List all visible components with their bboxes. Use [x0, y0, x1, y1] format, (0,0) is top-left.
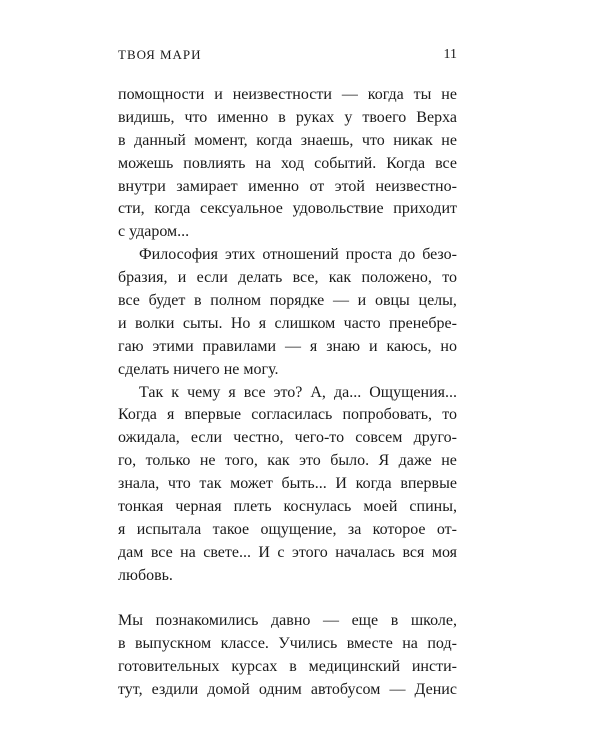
word: все: [150, 543, 173, 561]
word: сексуальное: [200, 200, 283, 218]
word: тут,: [118, 681, 143, 699]
word: этого: [291, 543, 328, 561]
text-line: [118, 633, 457, 656]
word: давно: [271, 612, 311, 630]
word: если: [196, 269, 228, 287]
word: к: [171, 383, 180, 401]
text-line: с ударом...: [118, 223, 190, 241]
text-line: [118, 313, 457, 336]
word: волки: [134, 314, 175, 332]
word: и: [357, 292, 367, 310]
paragraph: [118, 244, 457, 381]
word: этой: [334, 177, 365, 195]
word: от-: [436, 520, 457, 538]
word: домой: [207, 681, 250, 699]
word: когда: [154, 200, 191, 218]
word: событий.: [314, 154, 377, 172]
text-line: [118, 450, 457, 473]
word: готовительных: [118, 658, 220, 676]
word: инсти-: [411, 658, 457, 676]
word: когда: [256, 131, 293, 149]
word: свете...: [203, 543, 251, 561]
word: в: [289, 658, 297, 676]
word: такое: [212, 520, 250, 538]
word: замирает: [176, 177, 238, 195]
word: под-: [427, 635, 457, 653]
word: я: [258, 314, 267, 332]
text-line: [118, 473, 457, 496]
word: именно: [248, 177, 300, 195]
word: —: [285, 337, 302, 355]
word: у: [344, 108, 353, 126]
word: Так: [139, 383, 164, 401]
word: как: [267, 452, 290, 470]
word: этими: [152, 337, 194, 355]
word: медицинский: [308, 658, 400, 676]
word: Верха: [416, 108, 457, 126]
word: познакомились: [155, 612, 259, 630]
word: го,: [118, 452, 137, 470]
section-break: [118, 588, 457, 611]
word: дам: [118, 543, 144, 561]
word: что: [167, 475, 191, 493]
word: впервые: [400, 475, 457, 493]
text-line: [118, 382, 457, 405]
text-line: [118, 130, 457, 153]
word: все,: [292, 269, 319, 287]
word: когда: [367, 86, 404, 103]
word: овцы: [374, 292, 410, 310]
word: с: [277, 543, 285, 561]
word: не: [441, 452, 457, 470]
word: можешь: [118, 154, 174, 172]
word: в: [390, 612, 399, 630]
word: А,: [310, 383, 326, 401]
word: сыты.: [182, 314, 223, 332]
word: гаю: [118, 337, 144, 355]
word: попробовать,: [342, 406, 433, 424]
word: правилами: [202, 337, 277, 355]
word: за: [347, 520, 362, 538]
word: даже: [398, 452, 432, 470]
word: честно,: [233, 429, 284, 447]
word: совсем: [355, 429, 403, 447]
word: —: [332, 292, 349, 310]
text-line: сделать ничего не могу.: [118, 360, 279, 378]
word: проста: [345, 246, 393, 264]
word: слишком: [274, 314, 336, 332]
text-line: [118, 679, 457, 702]
text-line: [118, 107, 457, 130]
word: курсах: [231, 658, 278, 676]
word: ездили: [151, 681, 199, 699]
word: все: [118, 292, 140, 310]
word: Я: [378, 452, 390, 470]
word: будет: [148, 292, 186, 310]
word: часто: [343, 314, 381, 332]
word: данный: [134, 131, 186, 149]
word: вместе: [346, 635, 393, 653]
text-line: [118, 610, 457, 633]
word: я: [228, 383, 236, 401]
word: друго-: [413, 429, 457, 447]
word: каюсь,: [386, 337, 432, 355]
word: знаю: [326, 337, 361, 355]
word: впервые: [184, 406, 242, 424]
word: в: [118, 131, 126, 149]
word: ты: [413, 86, 432, 103]
word: тонкая: [118, 498, 164, 516]
word: и: [177, 269, 187, 287]
text-line: [118, 336, 457, 359]
word: помощности: [118, 86, 205, 103]
word: я: [309, 337, 318, 355]
word: это: [299, 452, 321, 470]
word: Но: [230, 314, 251, 332]
text-line: [118, 290, 457, 313]
word: и: [118, 314, 127, 332]
text-line: [118, 519, 457, 542]
word: я: [118, 520, 126, 538]
word: ход: [281, 154, 305, 172]
word: Мы: [118, 612, 143, 630]
word: повлиять: [183, 154, 246, 172]
word: знаешь,: [300, 131, 354, 149]
text-line: [118, 656, 457, 679]
word: И: [335, 475, 347, 493]
word: я: [167, 406, 175, 424]
word: так: [199, 475, 222, 493]
word: Когда: [118, 406, 157, 424]
word: знала,: [118, 475, 160, 493]
word: бразия,: [118, 269, 168, 287]
word: Философия: [139, 246, 218, 264]
word: И: [258, 543, 270, 561]
word: и: [214, 86, 223, 103]
word: того,: [224, 452, 258, 470]
paragraph: [118, 610, 457, 702]
word: приходит: [393, 200, 457, 218]
word: да...: [333, 383, 362, 401]
word: было.: [330, 452, 370, 470]
word: на: [255, 154, 272, 172]
word: —: [341, 86, 358, 103]
word: целы,: [418, 292, 457, 310]
word: ожидала,: [118, 429, 180, 447]
word: руках: [295, 108, 335, 126]
word: которое: [372, 520, 426, 538]
word: быть...: [281, 475, 327, 493]
word: не: [199, 452, 216, 470]
word: то: [442, 406, 457, 424]
word: порядке: [269, 292, 325, 310]
text-line: [118, 84, 457, 107]
word: —: [389, 681, 406, 699]
word: когда: [355, 475, 392, 493]
word: чего-то: [294, 429, 345, 447]
word: отношений: [262, 246, 339, 264]
word: видишь,: [118, 108, 175, 126]
word: момент,: [194, 131, 248, 149]
word: неизвестности: [232, 86, 332, 103]
word: еще: [351, 612, 379, 630]
word: согласилась: [251, 406, 333, 424]
word: только: [145, 452, 191, 470]
word: делать: [238, 269, 283, 287]
word: началась: [335, 543, 396, 561]
word: этих: [224, 246, 256, 264]
paragraph: [118, 382, 457, 588]
word: что: [184, 108, 208, 126]
word: спины,: [409, 498, 457, 516]
word: Денис: [414, 681, 457, 699]
word: классе.: [220, 635, 269, 653]
word: не: [441, 86, 457, 103]
word: может: [230, 475, 273, 493]
word: чему: [187, 383, 221, 401]
text-line: [118, 404, 457, 427]
word: на: [402, 635, 418, 653]
text-line: [118, 427, 457, 450]
word: плеть: [233, 498, 272, 516]
running-title: ТВОЯ МАРИ: [118, 47, 202, 62]
word: именно: [217, 108, 269, 126]
word: моей: [363, 498, 398, 516]
word: в: [278, 108, 286, 126]
word: автобусом: [310, 681, 381, 699]
word: одним: [258, 681, 302, 699]
word: и: [369, 337, 378, 355]
word: внутри: [118, 177, 166, 195]
word: твоего: [362, 108, 407, 126]
word: все: [243, 383, 266, 401]
word: Учились: [278, 635, 338, 653]
word: черная: [175, 498, 222, 516]
text-line: [118, 542, 457, 565]
word: выпускном: [135, 635, 212, 653]
word: если: [190, 429, 223, 447]
word: до: [399, 246, 416, 264]
word: Когда: [386, 154, 426, 172]
text-line: [118, 496, 457, 519]
word: коснулась: [283, 498, 352, 516]
text-line: любовь.: [118, 566, 173, 584]
word: ощущение,: [260, 520, 337, 538]
word: полном: [210, 292, 262, 310]
word: не: [441, 131, 457, 149]
paragraph: [118, 84, 457, 244]
word: сти,: [118, 200, 145, 218]
word: школе,: [410, 612, 457, 630]
word: безо-: [422, 246, 457, 264]
word: то: [442, 269, 457, 287]
word: что: [361, 131, 385, 149]
word: вся: [402, 543, 425, 561]
word: на: [180, 543, 196, 561]
word: испытала: [136, 520, 202, 538]
word: пренебре-: [389, 314, 457, 332]
text-line: [118, 198, 457, 221]
text-line: [118, 153, 457, 176]
word: удовольствие: [292, 200, 384, 218]
word: в: [118, 635, 126, 653]
word: —: [322, 612, 339, 630]
text-line: [118, 267, 457, 290]
word: неизвестно-: [375, 177, 457, 195]
text-line: [118, 176, 457, 199]
word: моя: [431, 543, 457, 561]
word: как: [328, 269, 352, 287]
word: никак: [393, 131, 433, 149]
word: в: [194, 292, 202, 310]
text-line: [118, 244, 457, 267]
body-text: [118, 84, 457, 702]
word: от: [309, 177, 325, 195]
word: Ощущения...: [369, 383, 457, 401]
page-number: 11: [443, 47, 457, 62]
word: это?: [273, 383, 303, 401]
word: все: [435, 154, 457, 172]
word: положено,: [361, 269, 432, 287]
word: но: [440, 337, 457, 355]
